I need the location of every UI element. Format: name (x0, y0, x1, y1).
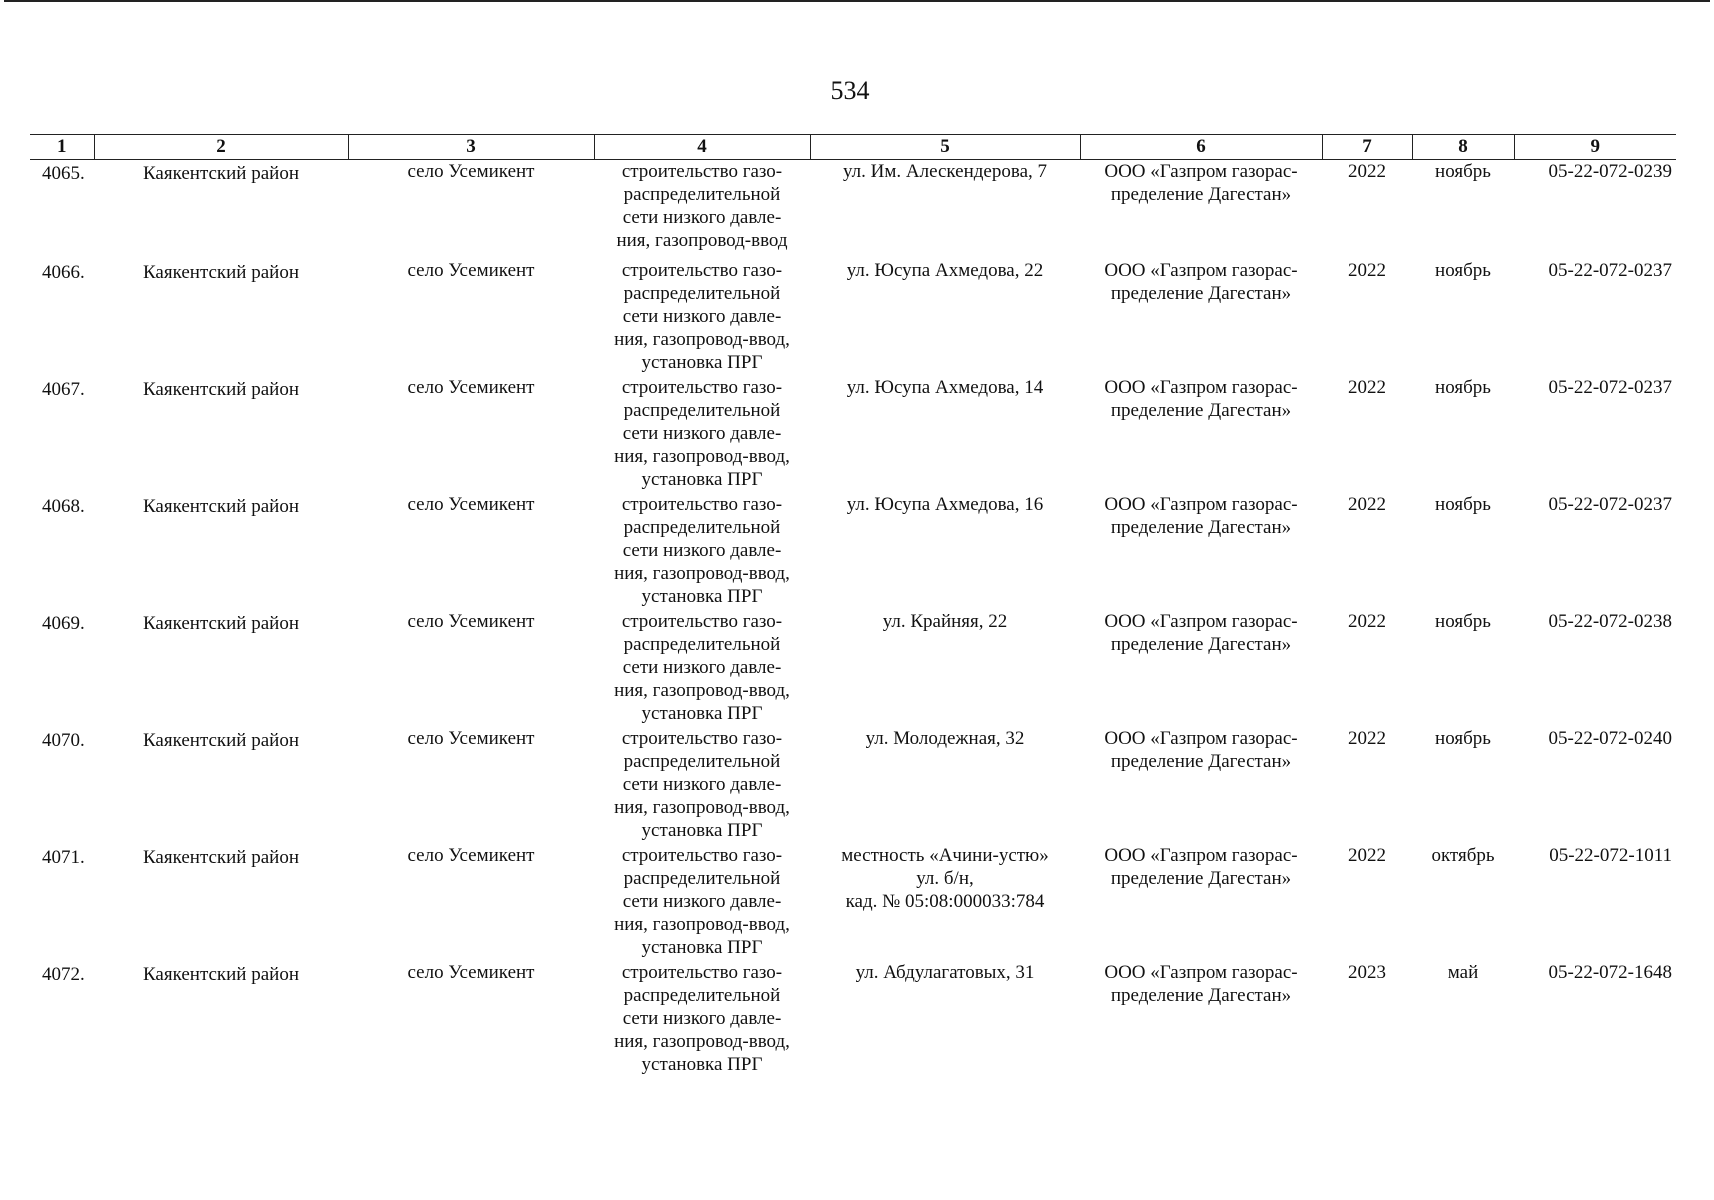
code-cell: 05-22-072-0239 (1548, 161, 1672, 182)
work-description-cell-line: ния, газопровод-ввод, (614, 445, 790, 467)
organization-cell-line: пределение Дагестан» (1110, 282, 1292, 304)
month-cell: ноябрь (1435, 727, 1491, 749)
organization-cell (1080, 160, 1322, 259)
work-description-cell-line: строительство газо- (621, 961, 783, 983)
code-cell: 05-22-072-0240 (1548, 727, 1672, 749)
district-cell: Каякентский район (142, 846, 299, 868)
address-cell-line: ул. Абдулагатовых, 31 (855, 961, 1035, 983)
table-row (30, 961, 1676, 1078)
address-cell-line: ул. Крайняя, 22 (882, 610, 1008, 632)
work-description-cell-line: строительство газо- (621, 610, 783, 632)
column-header-2: 2 (94, 135, 348, 160)
organization-cell (1080, 961, 1322, 1078)
code-cell: 05-22-072-0238 (1548, 610, 1672, 632)
code-cell: 05-22-072-1648 (1548, 961, 1672, 983)
work-description-cell-line: ния, газопровод-ввод (616, 230, 788, 251)
table-row (30, 160, 1676, 259)
work-description-cell (594, 961, 810, 1078)
organization-cell-line: ООО «Газпром газорас- (1104, 961, 1298, 983)
table-body (30, 160, 1676, 1078)
organization-cell-line: пределение Дагестан» (1110, 984, 1292, 1006)
organization-cell-line: ООО «Газпром газорас- (1104, 610, 1298, 632)
month-cell: ноябрь (1435, 610, 1491, 632)
work-description-cell-line: ния, газопровод-ввод, (614, 913, 790, 935)
district-cell: Каякентский район (142, 261, 299, 283)
work-description-cell-line: сети низкого давле- (622, 890, 782, 912)
work-description-cell-line: сети низкого давле- (622, 539, 782, 561)
year-cell: 2022 (1348, 844, 1386, 866)
organization-cell (1080, 610, 1322, 727)
work-description-cell-line: распределительной (623, 750, 781, 772)
work-description-cell-line: распределительной (623, 184, 781, 205)
work-description-cell-line: строительство газо- (621, 161, 783, 182)
work-description-cell-line: сети низкого давле- (622, 207, 782, 228)
address-cell-line: ул. Молодежная, 32 (865, 727, 1025, 749)
organization-cell-line: ООО «Газпром газорас- (1104, 259, 1298, 281)
year-cell: 2022 (1348, 493, 1386, 515)
organization-cell-line: пределение Дагестан» (1110, 516, 1292, 538)
table-row (30, 376, 1676, 493)
header-row (30, 135, 1676, 160)
organization-cell (1080, 727, 1322, 844)
month-cell: ноябрь (1435, 161, 1491, 182)
organization-cell-line: ООО «Газпром газорас- (1104, 844, 1298, 866)
settlement-cell: село Усемикент (407, 493, 535, 515)
district-cell: Каякентский район (142, 163, 299, 184)
organization-cell-line: пределение Дагестан» (1110, 184, 1292, 205)
work-description-cell-line: сети низкого давле- (622, 305, 782, 327)
row-number: 4066. (42, 261, 85, 283)
row-number: 4068. (42, 495, 85, 517)
work-description-cell-line: строительство газо- (621, 844, 783, 866)
organization-cell-line: пределение Дагестан» (1110, 399, 1292, 421)
address-cell-line: ул. Юсупа Ахмедова, 22 (846, 259, 1044, 281)
work-description-cell-line: строительство газо- (621, 493, 783, 515)
work-description-cell-line: установка ПРГ (641, 351, 763, 373)
work-description-cell-line: ния, газопровод-ввод, (614, 679, 790, 701)
organization-cell (1080, 493, 1322, 610)
address-cell-line: кад. № 05:08:000033:784 (845, 890, 1045, 912)
work-description-cell-line: ния, газопровод-ввод, (614, 1030, 790, 1052)
month-cell: ноябрь (1435, 493, 1491, 515)
district-cell: Каякентский район (142, 495, 299, 517)
organization-cell (1080, 844, 1322, 961)
work-description-cell (594, 160, 810, 259)
address-cell (810, 493, 1080, 610)
work-description-cell-line: установка ПРГ (641, 702, 763, 724)
organization-cell (1080, 259, 1322, 376)
year-cell: 2022 (1348, 259, 1386, 281)
row-number: 4069. (42, 612, 85, 634)
month-cell: ноябрь (1435, 259, 1491, 281)
address-cell (810, 376, 1080, 493)
table-row (30, 493, 1676, 610)
work-description-cell (594, 376, 810, 493)
scan-top-edge (4, 0, 1710, 2)
month-cell: октябрь (1431, 844, 1495, 866)
work-description-cell-line: распределительной (623, 633, 781, 655)
code-cell: 05-22-072-1011 (1549, 844, 1672, 866)
organization-cell-line: ООО «Газпром газорас- (1104, 727, 1298, 749)
code-cell: 05-22-072-0237 (1548, 259, 1672, 281)
organization-cell (1080, 376, 1322, 493)
work-description-cell-line: распределительной (623, 984, 781, 1006)
work-description-cell-line: сети низкого давле- (622, 773, 782, 795)
address-cell-line: ул. б/н, (916, 867, 974, 889)
year-cell: 2022 (1348, 610, 1386, 632)
work-description-cell-line: сети низкого давле- (622, 422, 782, 444)
address-cell (810, 259, 1080, 376)
work-description-cell-line: ния, газопровод-ввод, (614, 328, 790, 350)
district-cell: Каякентский район (142, 378, 299, 400)
organization-cell-line: пределение Дагестан» (1110, 867, 1292, 889)
work-description-cell-line: распределительной (623, 282, 781, 304)
month-cell: май (1447, 961, 1479, 983)
code-cell: 05-22-072-0237 (1548, 493, 1672, 515)
work-description-cell-line: строительство газо- (621, 727, 783, 749)
work-description-cell-line: установка ПРГ (641, 936, 763, 958)
address-cell-line: ул. Юсупа Ахмедова, 14 (846, 376, 1044, 398)
address-cell-line: местность «Ачини-устю» (841, 844, 1049, 866)
settlement-cell: село Усемикент (407, 161, 535, 182)
year-cell: 2022 (1348, 376, 1386, 398)
address-cell (810, 160, 1080, 259)
work-description-cell-line: ния, газопровод-ввод, (614, 796, 790, 818)
work-description-cell (594, 259, 810, 376)
work-description-cell (594, 844, 810, 961)
address-cell (810, 961, 1080, 1078)
row-number: 4067. (42, 378, 85, 400)
column-header-8: 8 (1412, 135, 1514, 160)
district-cell: Каякентский район (142, 612, 299, 634)
work-description-cell-line: установка ПРГ (641, 819, 763, 841)
row-number: 4070. (42, 729, 85, 751)
settlement-cell: село Усемикент (407, 961, 535, 983)
page-number: 534 (830, 76, 870, 105)
work-description-cell-line: установка ПРГ (641, 585, 763, 607)
settlement-cell: село Усемикент (407, 610, 535, 632)
work-description-cell-line: распределительной (623, 516, 781, 538)
month-cell: ноябрь (1435, 376, 1491, 398)
table-row (30, 844, 1676, 961)
column-header-4: 4 (594, 135, 810, 160)
work-description-cell (594, 493, 810, 610)
settlement-cell: село Усемикент (407, 727, 535, 749)
organization-cell-line: ООО «Газпром газорас- (1104, 161, 1298, 182)
table-row (30, 259, 1676, 376)
column-header-6: 6 (1080, 135, 1322, 160)
work-description-cell-line: сети низкого давле- (622, 656, 782, 678)
work-description-cell-line: распределительной (623, 399, 781, 421)
row-number: 4065. (42, 163, 85, 184)
column-header-7: 7 (1322, 135, 1412, 160)
column-header-3: 3 (348, 135, 594, 160)
work-description-cell-line: ния, газопровод-ввод, (614, 562, 790, 584)
year-cell: 2022 (1348, 727, 1386, 749)
year-cell: 2022 (1348, 161, 1386, 182)
code-cell: 05-22-072-0237 (1548, 376, 1672, 398)
work-description-cell (594, 610, 810, 727)
column-header-9: 9 (1514, 135, 1676, 160)
district-cell: Каякентский район (142, 963, 299, 985)
work-description-cell-line: распределительной (623, 867, 781, 889)
table-row (30, 727, 1676, 844)
district-cell: Каякентский район (142, 729, 299, 751)
work-description-cell-line: установка ПРГ (641, 468, 763, 490)
work-description-cell-line: строительство газо- (621, 259, 783, 281)
organization-cell-line: ООО «Газпром газорас- (1104, 493, 1298, 515)
year-cell: 2023 (1348, 961, 1386, 983)
table-row (30, 610, 1676, 727)
row-number: 4072. (42, 963, 85, 985)
work-description-cell-line: сети низкого давле- (622, 1007, 782, 1029)
organization-cell-line: пределение Дагестан» (1110, 633, 1292, 655)
address-cell-line: ул. Юсупа Ахмедова, 16 (846, 493, 1044, 515)
gasification-table (30, 134, 1676, 1078)
address-cell-line: ул. Им. Алескендерова, 7 (842, 161, 1048, 182)
work-description-cell-line: строительство газо- (621, 376, 783, 398)
work-description-cell-line: установка ПРГ (641, 1053, 763, 1075)
address-cell (810, 727, 1080, 844)
work-description-cell (594, 727, 810, 844)
organization-cell-line: ООО «Газпром газорас- (1104, 376, 1298, 398)
column-header-1: 1 (30, 135, 94, 160)
settlement-cell: село Усемикент (407, 844, 535, 866)
row-number: 4071. (42, 846, 85, 868)
address-cell (810, 610, 1080, 727)
settlement-cell: село Усемикент (407, 376, 535, 398)
column-header-5: 5 (810, 135, 1080, 160)
address-cell (810, 844, 1080, 961)
organization-cell-line: пределение Дагестан» (1110, 750, 1292, 772)
settlement-cell: село Усемикент (407, 259, 535, 281)
